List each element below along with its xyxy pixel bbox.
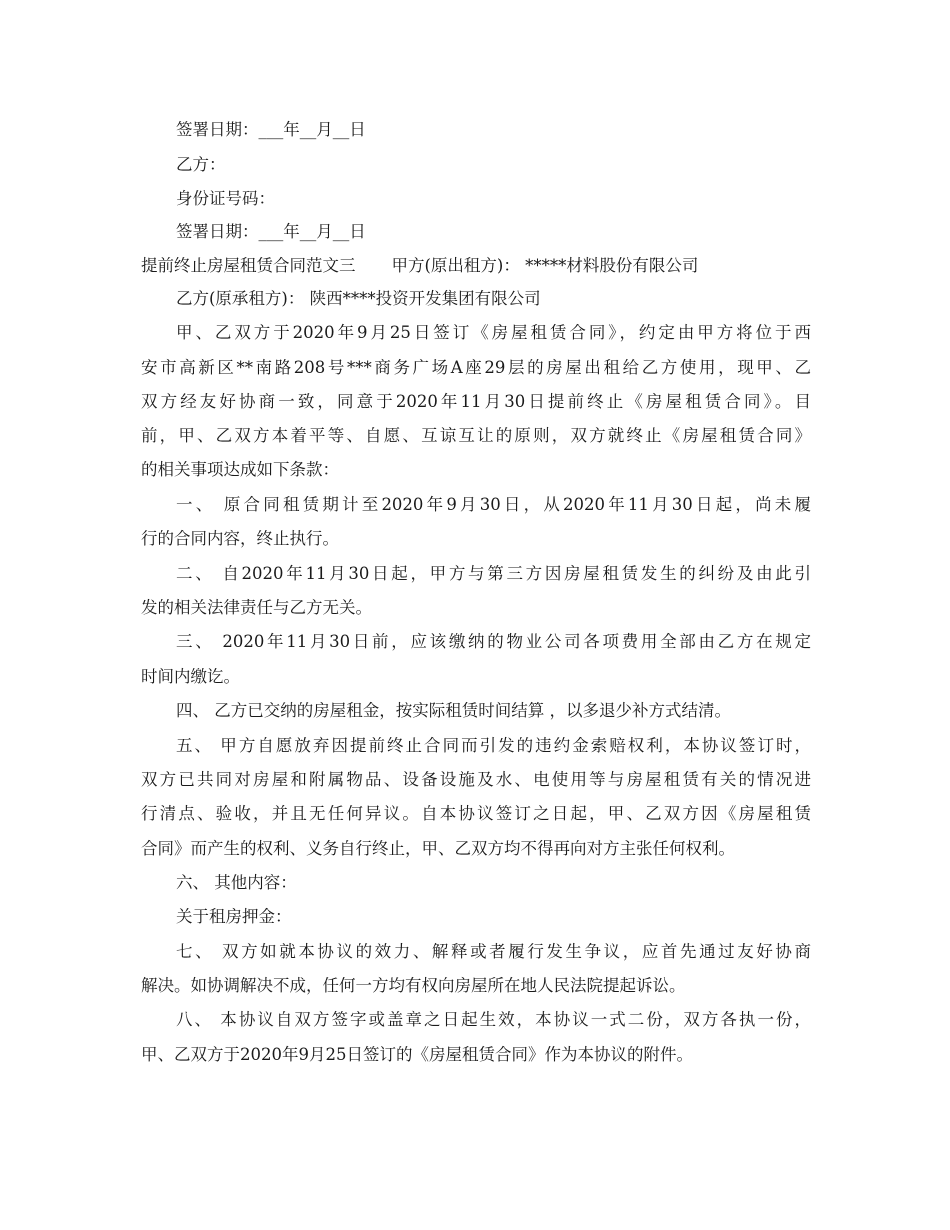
clause-1-line-2: 行的合同内容，终止执行。 <box>141 529 339 548</box>
id-number-line: 身份证号码： <box>176 189 275 208</box>
party-a-original-lessor: 甲方(原出租方)： *****材料股份有限公司 <box>391 256 699 275</box>
preamble-line-4: 前，甲、乙双方本着平等、自愿、互谅互让的原则，双方就终止《房屋租赁合同》 <box>141 426 811 445</box>
preamble-line-5: 的相关事项达成如下条款： <box>141 460 339 479</box>
clause-2-line-1: 二、 自2020年11月30日起，甲方与第三方因房屋租赁发生的纠纷及由此引 <box>176 564 811 583</box>
preamble-line-2: 安市高新区**南路208号***商务广场A座29层的房屋出租给乙方使用，现甲、乙 <box>141 358 811 377</box>
party-b-line: 乙方： <box>176 155 226 174</box>
sign-date-line-1: 签署日期：___年__月__日 <box>176 120 366 139</box>
clause-6-line-1: 六、 其他内容： <box>176 873 297 892</box>
clause-8-line-2: 甲、乙双方于2020年9月25日签订的《房屋租赁合同》作为本协议的附件。 <box>141 1045 693 1064</box>
preamble-line-1: 甲、乙双方于2020年9月25日签订《房屋租赁合同》，约定由甲方将位于西 <box>176 323 811 342</box>
clause-5-line-2: 双方已共同对房屋和附属物品、设备设施及水、电使用等与房屋租赁有关的情况进 <box>141 770 811 789</box>
party-b-original-lessee: 乙方(原承租方)： 陕西****投资开发集团有限公司 <box>176 289 541 308</box>
doc-title: 提前终止房屋租赁合同范文三 <box>141 256 356 275</box>
preamble-line-3: 双方经友好协商一致，同意于2020年11月30日提前终止《房屋租赁合同》。目 <box>141 392 811 411</box>
clause-3-line-2: 时间内缴讫。 <box>141 667 240 686</box>
clause-7-line-1: 七、 双方如就本协议的效力、解释或者履行发生争议，应首先通过友好协商 <box>176 942 811 961</box>
clause-5-line-4: 合同》而产生的权利、义务自行终止，甲、乙双方均不得再向对方主张任何权利。 <box>141 839 735 858</box>
clause-5-line-3: 行清点、验收，并且无任何异议。自本协议签订之日起，甲、乙双方因《房屋租赁 <box>141 804 811 823</box>
deposit-line: 关于租房押金： <box>176 907 292 926</box>
clause-7-line-2: 解决。如协调解决不成，任何一方均有权向房屋所在地人民法院提起诉讼。 <box>141 976 686 995</box>
clause-5-line-1: 五、 甲方自愿放弃因提前终止合同而引发的违约金索赔权利，本协议签订时， <box>176 736 811 755</box>
clause-1-line-1: 一、 原合同租赁期计至2020年9月30日，从2020年11月30日起，尚未履 <box>176 495 811 514</box>
clause-3-line-1: 三、 2020年11月30日前，应该缴纳的物业公司各项费用全部由乙方在规定 <box>176 632 811 651</box>
clause-2-line-2: 发的相关法律责任与乙方无关。 <box>141 598 372 617</box>
sign-date-line-2: 签署日期：___年__月__日 <box>176 222 366 241</box>
clause-8-line-1: 八、 本协议自双方签字或盖章之日起生效，本协议一式二份，双方各执一份， <box>176 1010 811 1029</box>
doc-title-row <box>141 256 811 276</box>
clause-4-line-1: 四、 乙方已交纳的房屋租金，按实际租赁时间结算 ，以多退少补方式结清。 <box>176 701 731 720</box>
